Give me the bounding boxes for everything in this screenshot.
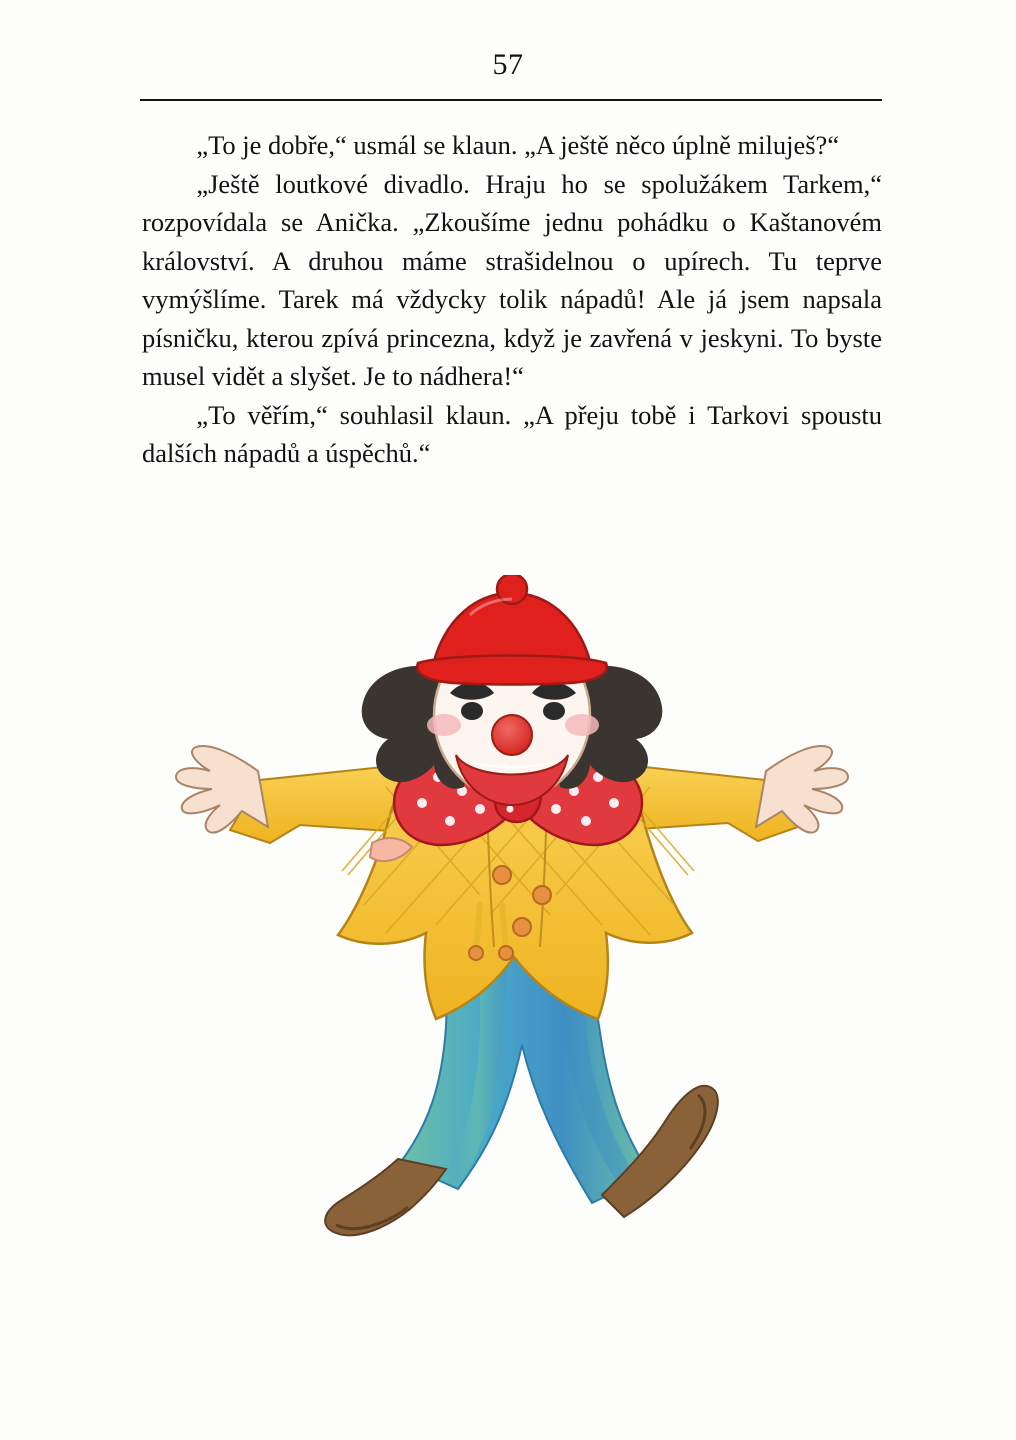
clown-nose bbox=[492, 715, 532, 755]
clown-hat bbox=[417, 575, 607, 685]
right-hand bbox=[756, 746, 848, 833]
clown-illustration bbox=[150, 575, 870, 1265]
page-text bbox=[142, 126, 882, 473]
left-shoe bbox=[325, 1159, 446, 1235]
coat-button-3 bbox=[513, 918, 531, 936]
paragraph-2: „Ještě loutkové divadlo. Hraju ho se spolužákem Tarkem,“ rozpovídala se Anička. „Zkoušíme jednu pohádku o Kaštanovém království. A druhou máme strašidelnou o upírech. Tu teprve vymýšlíme. Tarek má vždycky tolik nápadů! Ale já jsem napsala písničku, kterou zpívá princezna, když je zavřená v jeskyni. To byste musel vidět a slyšet. Je to nádhera!“ bbox=[142, 168, 882, 392]
left-eye bbox=[461, 702, 483, 720]
coat-button-2 bbox=[533, 886, 551, 904]
paragraph-3: „To věřím,“ souhlasil klaun. „A přeju tobě i Tarkovi spoustu dalších nápadů a úspěchů.“ bbox=[142, 399, 882, 469]
page-number: 57 bbox=[492, 48, 524, 81]
right-cheek-blush bbox=[565, 714, 599, 736]
coat-button-1 bbox=[493, 866, 511, 884]
left-cheek-blush bbox=[427, 714, 461, 736]
left-hand bbox=[176, 746, 268, 833]
right-eye bbox=[543, 702, 565, 720]
paragraph-1: „To je dobře,“ usmál se klaun. „A ještě něco úplně miluješ?“ bbox=[196, 130, 840, 160]
clown-figure-svg bbox=[150, 575, 870, 1265]
header-divider bbox=[140, 99, 882, 101]
